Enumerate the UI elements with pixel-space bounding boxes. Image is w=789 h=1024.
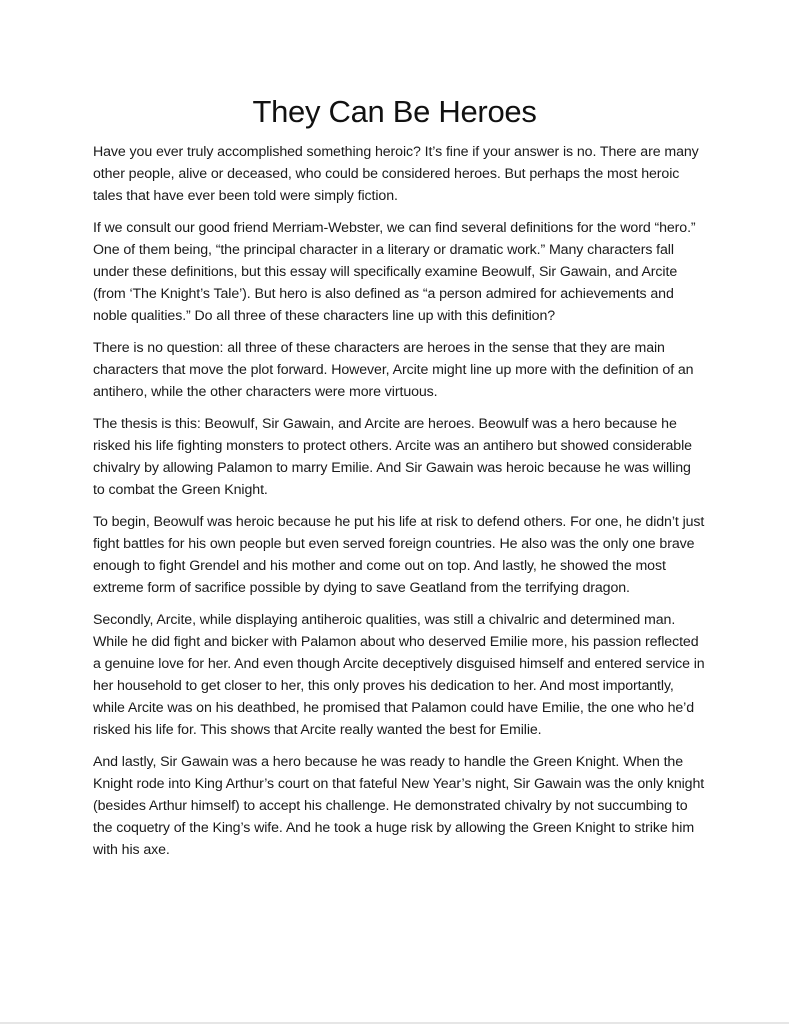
document-body [93,141,705,871]
paragraph-antihero: There is no question: all three of these characters are heroes in the sense that they are main characters that move the plot forward. However, Arcite might line up more with the definition of an antihero, while the other characters were more virtuous. [93,340,694,400]
paragraph-thesis: The thesis is this: Beowulf, Sir Gawain, and Arcite are heroes. Beowulf was a hero because he risked his life fighting monsters to protect others. Arcite was an antihero but showed considerable chivalry by allowing Palamon to marry Emilie. And Sir Gawain was heroic because he was willing to combat the Green Knight. [93,416,692,498]
paragraph-gawain: And lastly, Sir Gawain was a hero because he was ready to handle the Green Knight. When the Knight rode into King Arthur’s court on that fateful New Year’s night, Sir Gawain was the only knight (besides Arthur himself) to accept his challenge. He demonstrated chivalry by not succumbing to the coquetry of the King’s wife. And he took a huge risk by allowing the Green Knight to strike him with his axe. [93,754,705,858]
document-title: They Can Be Heroes [252,94,537,129]
paragraph-definition: If we consult our good friend Merriam-Webster, we can find several definitions for the word “hero.” One of them being, “the principal character in a literary or dramatic work.” Many characters fall under these definitions, but this essay will specifically examine Beowulf, Sir Gawain, and Arcite (from ‘The Knight’s Tale’). But hero is also defined as “a person admired for achievements and noble qualities.” Do all three of these characters line up with this definition? [93,220,696,324]
paragraph-intro: Have you ever truly accomplished something heroic? It’s fine if your answer is no. There are many other people, alive or deceased, who could be considered heroes. But perhaps the most heroic tales that have ever been told were simply fiction. [93,144,699,204]
paragraph-arcite: Secondly, Arcite, while displaying antiheroic qualities, was still a chivalric and determined man. While he did fight and bicker with Palamon about who deserved Emilie more, his passion reflected a genuine love for her. And even though Arcite deceptively disguised himself and entered service in her household to get closer to her, this only proves his dedication to her. And most importantly, while Arcite was on his deathbed, he promised that Palamon could have Emilie, the one who he’d risked his life for. This shows that Arcite really wanted the best for Emilie. [93,612,705,738]
paragraph-beowulf: To begin, Beowulf was heroic because he put his life at risk to defend others. For one, he didn’t just fight battles for his own people but even served foreign countries. He also was the only one brave enough to fight Grendel and his mother and come out on top. And lastly, he showed the most extreme form of sacrifice possible by dying to save Geatland from the terrifying dragon. [93,514,705,596]
